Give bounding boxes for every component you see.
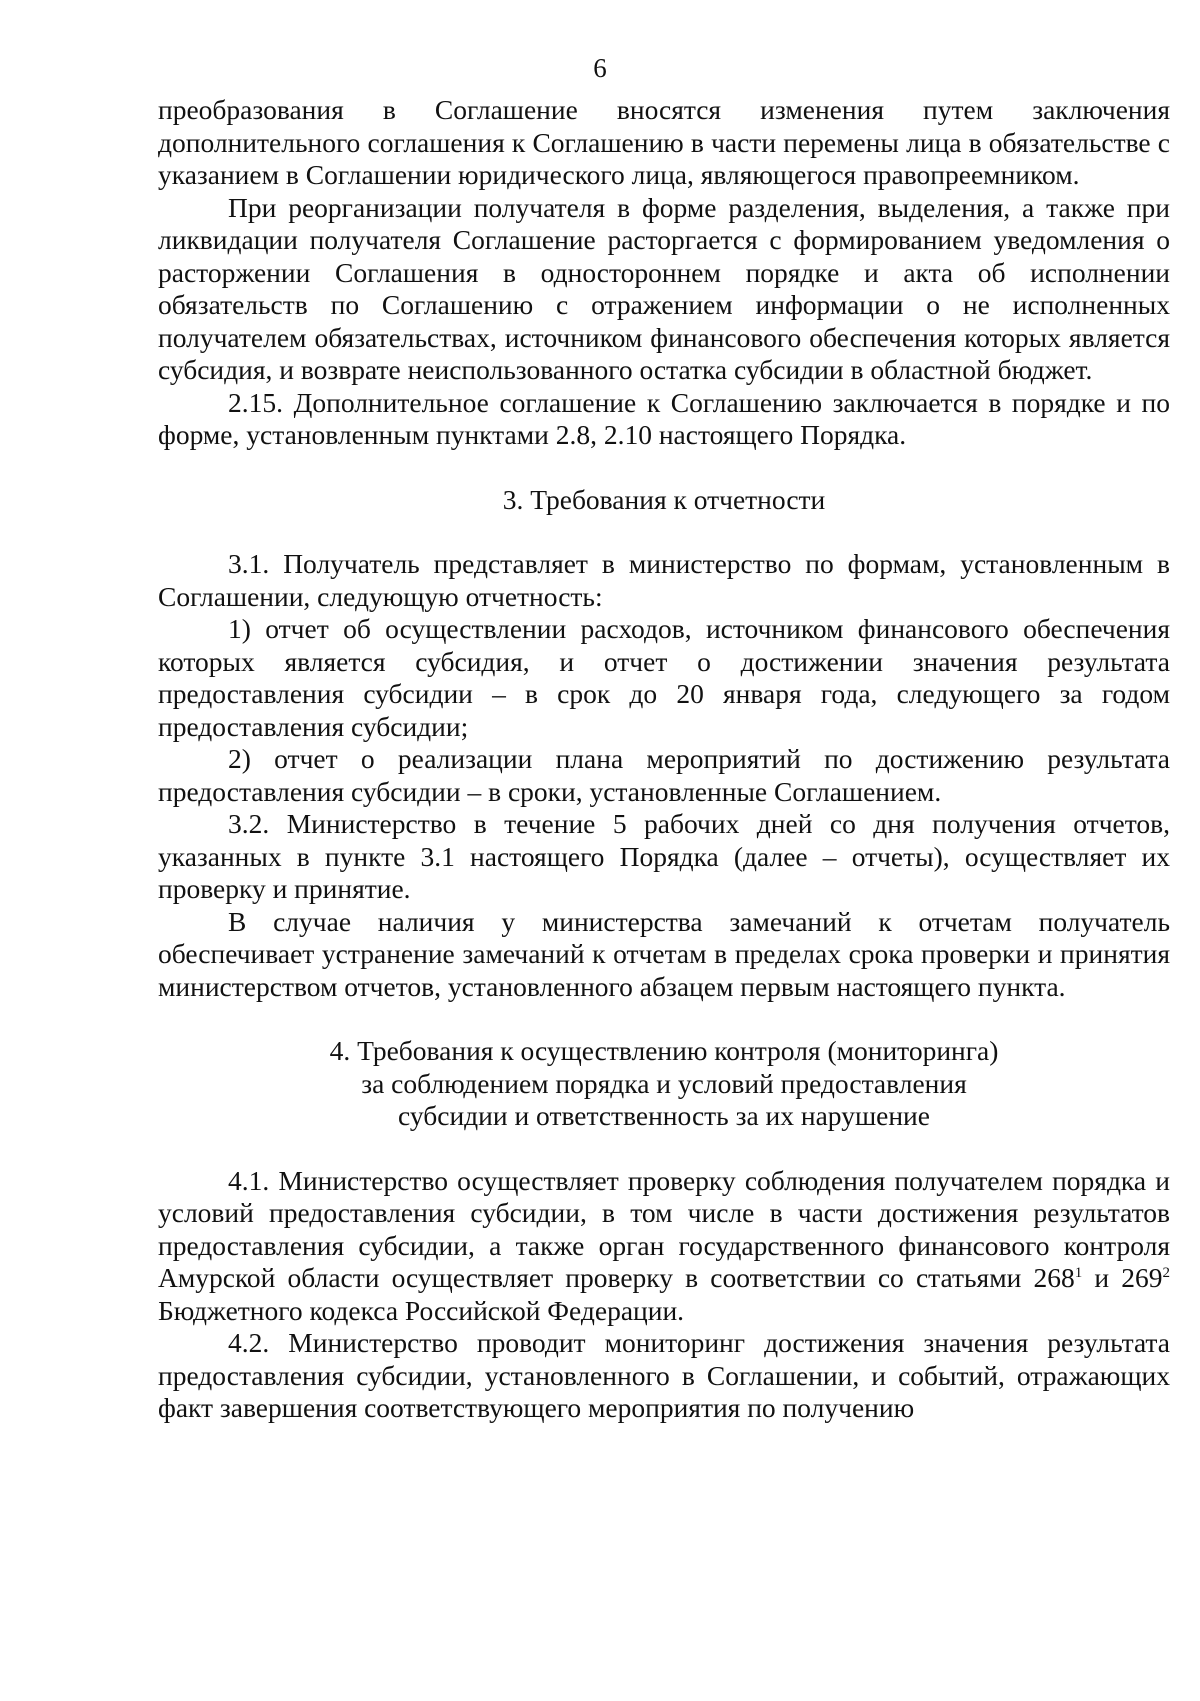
paragraph-2-15: 2.15. Дополнительное соглашение к Соглашению заключается в порядке и по форме, установленным пунктами 2.8, 2.10 настоящего Порядка. xyxy=(158,386,1170,450)
paragraph-4-1-text-a: 4.1. Министерство осуществляет проверку соблюдения получателем порядка и условий предоставления субсидии, в том числе в части достижения результатов предоставления субсидии, а также орган государственного финансового контроля Амурской области осуществляет проверку в соответствии со статьями 268 xyxy=(158,1164,1170,1293)
superscript-268: 1 xyxy=(1074,1264,1083,1281)
paragraph-4-1 xyxy=(158,1165,1170,1328)
section-3-heading: 3. Требования к отчетности xyxy=(502,483,826,515)
section-4-heading-line-2: за соблюдением порядка и условий предоставления xyxy=(361,1067,967,1099)
paragraph-4-1-text-c: Бюджетного кодекса Российской Федерации. xyxy=(158,1294,685,1326)
paragraph-continuation: преобразования в Соглашение вносятся изменения путем заключения дополнительного соглашения к Соглашению в части перемены лица в обязательстве с указанием в Соглашении юридического лица, являющегося правопреемником. xyxy=(158,94,1170,190)
page-number: 6 xyxy=(593,53,607,83)
section-4-heading-line-3: субсидии и ответственность за их нарушение xyxy=(398,1100,930,1131)
paragraph-4-1-text-b: и 269 xyxy=(1082,1262,1163,1293)
paragraph-4-2: 4.2. Министерство проводит мониторинг достижения значения результата предоставления субсидии, установленного в Соглашении, и событий, отражающих факт завершения соответствующего мероприятия по получению xyxy=(158,1327,1170,1423)
list-item-3-1-2: 2) отчет о реализации плана мероприятий по достижению результата предоставления субсидии – в сроки, установленные Соглашением. xyxy=(158,743,1170,807)
paragraph-3-1: 3.1. Получатель представляет в министерство по формам, установленным в Соглашении, следующую отчетность: xyxy=(158,548,1170,612)
paragraph-reorganization: При реорганизации получателя в форме разделения, выделения, а также при ликвидации получателя Соглашение расторгается с формированием уведомления о расторжении Соглашения в одностороннем порядке и акта об исполнении обязательств по Соглашению с отражением информации о не исполненных получателем обязательствах, источником финансового обеспечения которых является субсидия, и возврате неиспользованного остатка субсидии в областной бюджет. xyxy=(158,191,1170,385)
section-4-heading xyxy=(158,1035,1170,1133)
paragraph-3-2-remarks: В случае наличия у министерства замечаний к отчетам получатель обеспечивает устранение замечаний к отчетам в пределах срока проверки и принятия министерством отчетов, установленного абзацем первым настоящего пункта. xyxy=(158,905,1170,1002)
superscript-269: 2 xyxy=(1162,1264,1170,1281)
section-4-heading-line-1: 4. Требования к осуществлению контроля (мониторинга) xyxy=(329,1035,999,1066)
list-item-3-1-1: 1) отчет об осуществлении расходов, источником финансового обеспечения которых является субсидия, и отчет о достижении значения результата предоставления субсидии – в срок до 20 января года, следующего за годом предоставления субсидии; xyxy=(158,613,1170,742)
document-body xyxy=(158,94,1170,1425)
paragraph-3-2: 3.2. Министерство в течение 5 рабочих дней со дня получения отчетов, указанных в пункте 3.1 настоящего Порядка (далее – отчеты), осуществляет их проверку и принятие. xyxy=(158,808,1170,904)
